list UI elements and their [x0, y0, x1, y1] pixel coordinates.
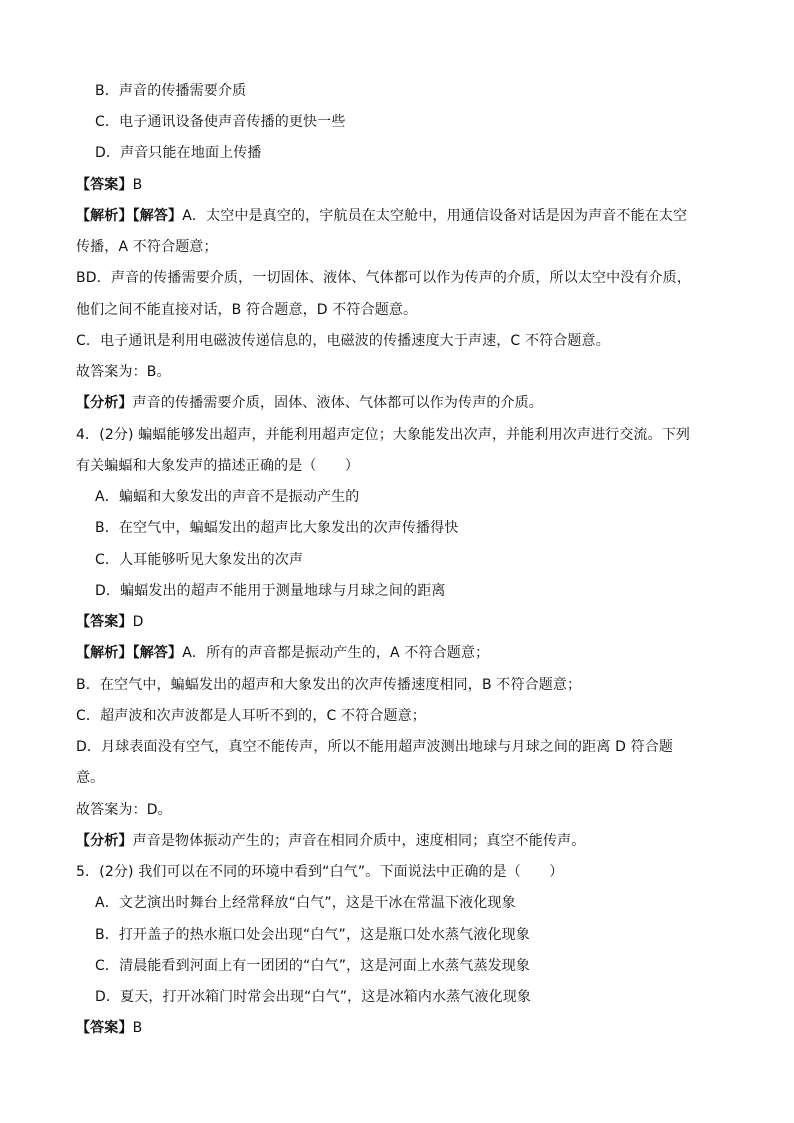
q3-explanation-text-1: A．太空中是真空的，宇航员在太空舱中，用通信设备对话是因为声音不能在太空 — [182, 208, 688, 224]
answer-tag: 【答案】 — [76, 1020, 133, 1036]
explanation-tag: 【解析】【解答】 — [76, 208, 183, 224]
q3-answer-value: B — [132, 177, 143, 193]
q4-explanation-line-2: B．在空气中，蝙蝠发出的超声和大象发出的次声传播速度相同，B 不符合题意； — [76, 677, 582, 693]
q3-answer-line — [76, 175, 728, 195]
q3-explanation-line-4: 他们之间不能直接对话，B 符合题意，D 不符合题意。 — [76, 302, 418, 318]
q5-stem: 5．(2分) 我们可以在不同的环境中看到“白气”。下面说法中正确的是（ ） — [76, 864, 564, 880]
q4-answer-value: D — [132, 614, 144, 630]
q4-stem-line-2: 有关蝙蝠和大象发声的描述正确的是（ ） — [76, 458, 359, 474]
answer-tag: 【答案】 — [76, 177, 133, 193]
q4-analysis-line — [76, 831, 728, 851]
q3-final-answer: 故答案为：B。 — [76, 364, 171, 380]
q3-analysis-line — [76, 393, 728, 413]
q5-answer-value: B — [132, 1020, 143, 1036]
q3-explanation-line-1 — [76, 206, 728, 226]
analysis-tag: 【分析】 — [76, 833, 133, 849]
q3-explanation-line-5: C．电子通讯是利用电磁波传递信息的，电磁波的传播速度大于声速，C 不符合题意。 — [76, 333, 610, 349]
q4-explanation-text-1: A．所有的声音都是振动产生的，A 不符合题意； — [182, 645, 490, 661]
q4-option-c: C．人耳能够听见大象发出的次声 — [95, 552, 304, 568]
answer-tag: 【答案】 — [76, 614, 133, 630]
q3-analysis-text: 声音的传播需要介质，固体、液体、气体都可以作为传声的介质。 — [132, 395, 543, 411]
q5-answer-line — [76, 1018, 728, 1038]
q3-option-d: D．声音只能在地面上传播 — [95, 145, 262, 161]
q4-option-b: B．在空气中，蝙蝠发出的超声比大象发出的次声传播得快 — [95, 520, 459, 536]
q4-option-d: D．蝙蝠发出的超声不能用于测量地球与月球之间的距离 — [95, 583, 446, 599]
q4-explanation-line-4: D．月球表面没有空气，真空不能传声，所以不能用超声波测出地球与月球之间的距离 D 符合题 — [76, 739, 674, 755]
q5-option-c: C．清晨能看到河面上有一团团的“白气”，这是河面上水蒸气蒸发现象 — [95, 958, 531, 974]
analysis-tag: 【分析】 — [76, 395, 133, 411]
q5-option-b: B．打开盖子的热水瓶口处会出现“白气”，这是瓶口处水蒸气液化现象 — [95, 927, 530, 943]
q5-option-d: D．夏天，打开冰箱门时常会出现“白气”，这是冰箱内水蒸气液化现象 — [95, 989, 532, 1005]
q4-option-a: A．蝙蝠和大象发出的声音不是振动产生的 — [95, 489, 360, 505]
q3-explanation-line-2: 传播，A 不符合题意； — [76, 239, 218, 255]
q4-analysis-text: 声音是物体振动产生的；声音在相同介质中，速度相同；真空不能传声。 — [132, 833, 586, 849]
q4-explanation-line-1 — [76, 643, 728, 663]
q5-option-a: A．文艺演出时舞台上经常释放“白气”，这是干冰在常温下液化现象 — [95, 895, 516, 911]
q3-option-b: B．声音的传播需要介质 — [95, 83, 247, 99]
q4-explanation-line-5: 意。 — [76, 770, 105, 786]
q3-explanation-line-3: BD．声音的传播需要介质，一切固体、液体、气体都可以作为传声的介质，所以太空中没有介质， — [76, 270, 691, 286]
q4-answer-line — [76, 612, 728, 632]
q4-stem-line-1: 4．(2分) 蝙蝠能够发出超声，并能利用超声定位；大象能发出次声，并能利用次声进行交流。下列 — [76, 427, 691, 443]
q4-explanation-line-3: C．超声波和次声波都是人耳听不到的，C 不符合题意； — [76, 708, 426, 724]
q3-option-c: C．电子通讯设备使声音传播的更快一些 — [95, 114, 346, 130]
explanation-tag: 【解析】【解答】 — [76, 645, 183, 661]
q4-final-answer: 故答案为：D。 — [76, 802, 172, 818]
